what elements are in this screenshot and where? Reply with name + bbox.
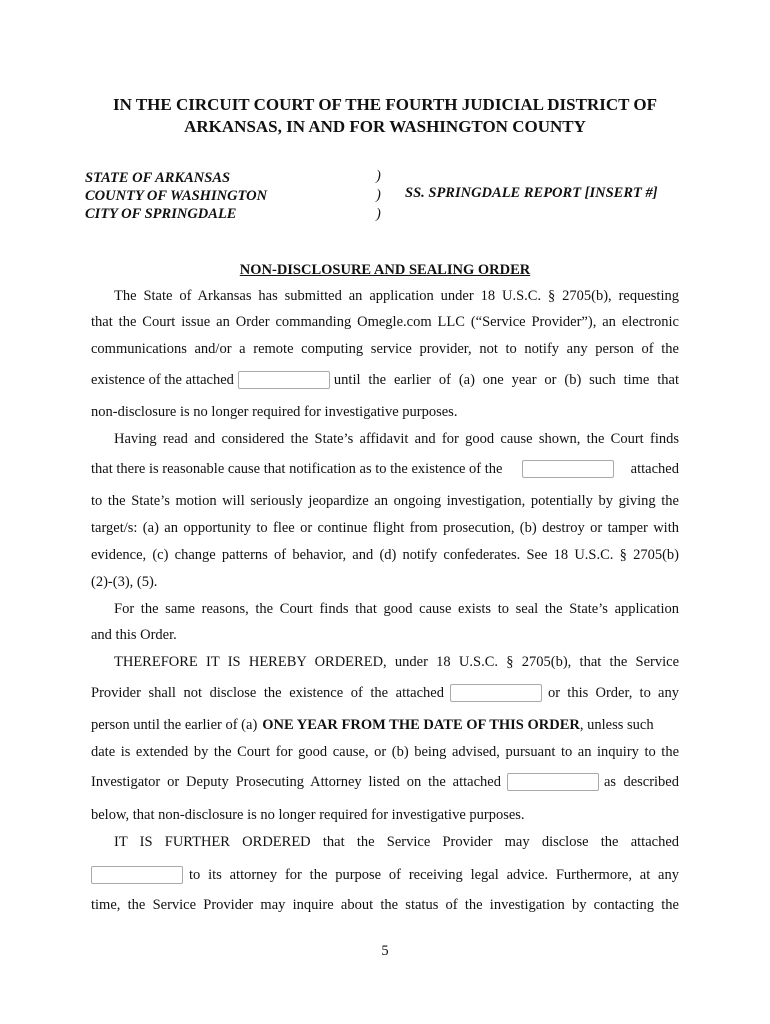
caption-parentheses — [376, 167, 381, 224]
p5-line-1: IT IS FURTHER ORDERED that the Service Provider may disclose the attached — [114, 834, 679, 850]
p1-text-1: The State of Arkansas has submitted an application under 18 U.S.C. § 2705(b), requesting — [114, 288, 679, 304]
p4-text-2b: or this Order, to any — [548, 685, 679, 701]
p4-line-6: below, that non-disclosure is no longer required for investigative purposes. — [91, 807, 525, 823]
p4-line-3 — [91, 715, 679, 735]
p4-text-3a: person until the earlier of (a) — [91, 717, 258, 733]
attachment-name-field-2[interactable] — [522, 460, 614, 478]
court-heading-line-2: ARKANSAS, IN AND FOR WASHINGTON COUNTY — [184, 117, 586, 136]
p2-text-2a: that there is reasonable cause that notification as to the existence of the — [91, 461, 503, 477]
p5-line-2 — [91, 865, 679, 885]
p4-line-5 — [91, 772, 679, 792]
page-number: 5 — [381, 943, 389, 959]
p2-line-6: (2)-(3), (5). — [91, 574, 158, 590]
p1-line-5: non-disclosure is no longer required for investigative purposes. — [91, 404, 458, 420]
court-heading-line-1: IN THE CIRCUIT COURT OF THE FOURTH JUDICIAL DISTRICT OF — [112, 95, 658, 114]
p3-line-1: For the same reasons, the Court finds that good cause exists to seal the State’s application — [114, 601, 679, 617]
attachment-name-field-3[interactable] — [450, 684, 542, 702]
p4-line-1: THEREFORE IT IS HEREBY ORDERED, under 18 U.S.C. § 2705(b), that the Service — [114, 654, 679, 670]
court-heading — [70, 94, 700, 138]
caption-paren-2: ) — [376, 187, 381, 203]
p2-text-2b: attached — [630, 461, 679, 477]
caption-state: STATE OF ARKANSAS — [85, 170, 231, 186]
p5-text-2: to its attorney for the purpose of receiving legal advice. Furthermore, at any — [189, 867, 679, 883]
attachment-name-field-5[interactable] — [91, 866, 183, 884]
p4-text-2a: Provider shall not disclose the existence of the attached — [91, 685, 444, 701]
p4-text-5a: Investigator or Deputy Prosecuting Attorney listed on the attached — [91, 774, 501, 790]
p4-line-4: date is extended by the Court for good cause, or (b) being advised, pursuant to an inquiry to the — [91, 744, 679, 760]
caption-city: CITY OF SPRINGDALE — [85, 206, 237, 222]
p2-line-5: evidence, (c) change patterns of behavior, and (d) notify confederates. See 18 U.S.C. § 2705(b) — [91, 547, 679, 563]
order-title: NON-DISCLOSURE AND SEALING ORDER — [239, 262, 531, 278]
p4-line-2 — [91, 683, 679, 703]
p1-line-3: communications and/or a remote computing service provider, not to notify any person of the — [91, 341, 679, 357]
caption-paren-3: ) — [376, 206, 381, 222]
caption-report-number: SS. SPRINGDALE REPORT [INSERT #] — [405, 185, 658, 201]
p5-line-3: time, the Service Provider may inquire about the status of the investigation by contacting the — [91, 897, 679, 913]
p3-line-2: and this Order. — [91, 627, 177, 643]
p2-line-3: to the State’s motion will seriously jeopardize an ongoing investigation, potentially by giving the — [91, 493, 679, 509]
attachment-name-field-1[interactable] — [238, 371, 330, 389]
p2-line-1: Having read and considered the State’s affidavit and for good cause shown, the Court finds — [114, 431, 679, 447]
p2-line-4: target/s: (a) an opportunity to flee or continue flight from prosecution, (b) destroy or tamper with — [91, 520, 679, 536]
p1-text-4b: until the earlier of (a) one year or (b) such time that — [333, 372, 679, 388]
attachment-name-field-4[interactable] — [507, 773, 599, 791]
p1-line-4 — [91, 370, 679, 390]
p1-line-2: that the Court issue an Order commanding Omegle.com LLC (“Service Provider”), an electronic — [91, 314, 679, 330]
case-caption-parties — [85, 169, 267, 223]
p1-line-1 — [114, 286, 679, 306]
p2-line-2 — [91, 459, 679, 479]
p1-text-4a: existence of the attached — [91, 372, 234, 388]
p4-emphasis: ONE YEAR FROM THE DATE OF THIS ORDER — [262, 717, 580, 733]
p4-text-5b: as described — [604, 774, 679, 790]
caption-county: COUNTY OF WASHINGTON — [85, 188, 268, 204]
p4-text-3c: , unless such — [579, 717, 654, 733]
caption-paren-1: ) — [376, 168, 381, 184]
